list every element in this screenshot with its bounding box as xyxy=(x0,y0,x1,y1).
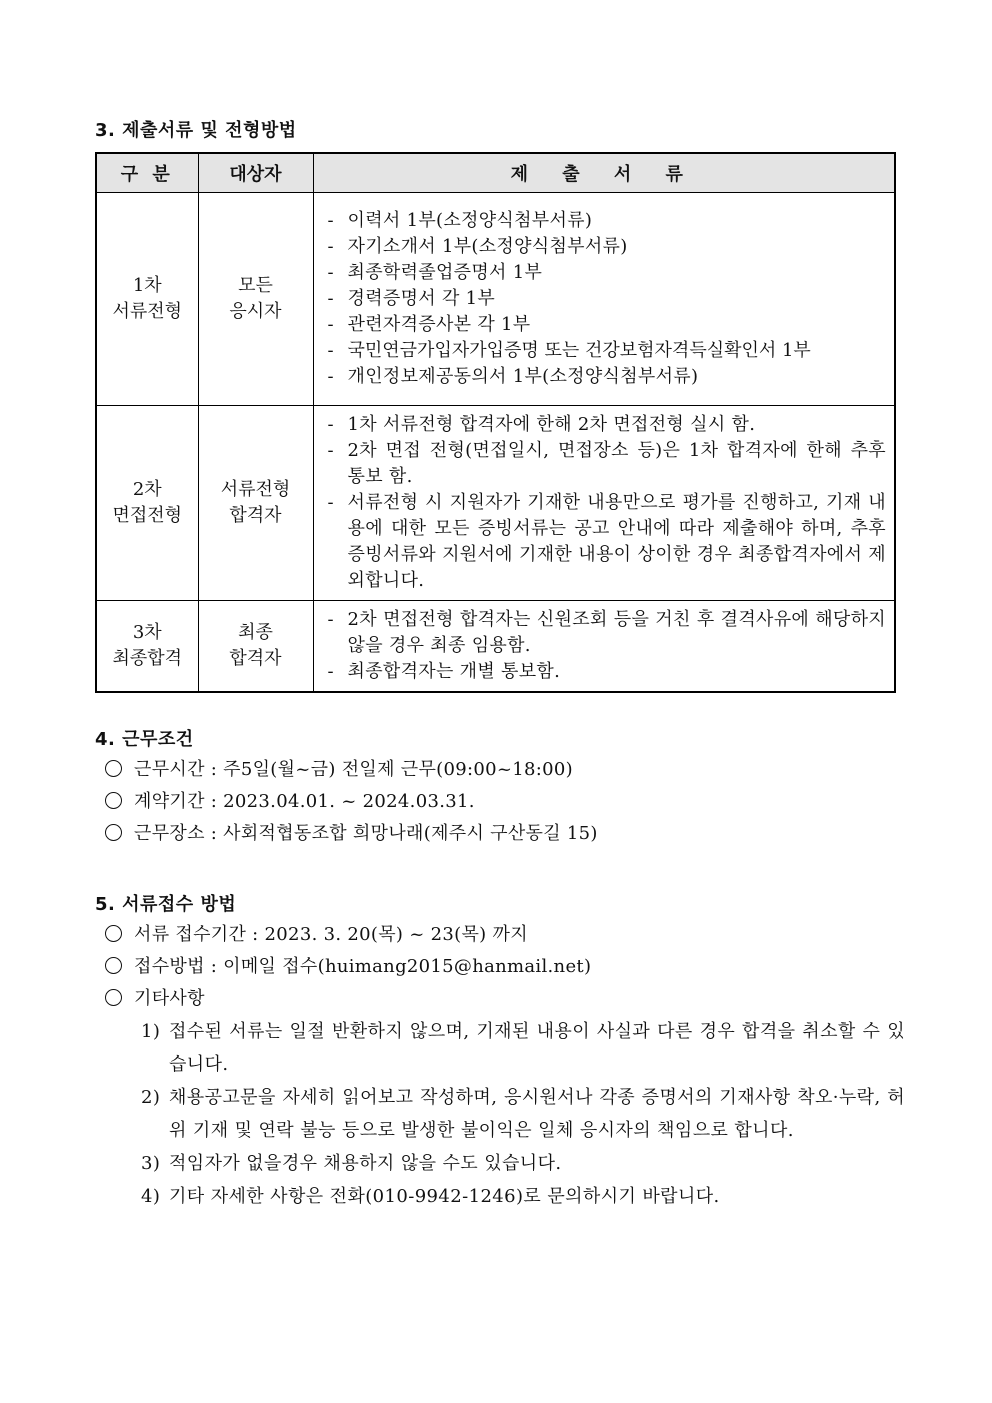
documents-cell xyxy=(313,601,895,693)
note-item xyxy=(119,1081,905,1147)
table-row xyxy=(96,193,895,406)
target-cell xyxy=(198,601,313,693)
section4-title: 4. 근무조건 xyxy=(95,729,194,750)
table-row xyxy=(96,406,895,601)
target-label: 모든 xyxy=(238,275,273,296)
note-text: 기타 자세한 사항은 전화(010-9942-1246)로 문의하시기 바랍니다. xyxy=(169,1186,720,1207)
list-item: - 자기소개서 1부(소정양식첨부서류) xyxy=(328,234,887,260)
circle-bullet-icon xyxy=(105,792,122,809)
list-item: - 서류전형 시 지원자가 기재한 내용만으로 평가를 진행하고, 기재 내용에 대한 모든 증빙서류는 공고 안내에 따라 제출해야 하며, 추후 증빙서류와 지원서에 기재한 내용이 상이한 경우 최종합격자에서 제외합니다. xyxy=(328,490,887,594)
list-item xyxy=(95,951,905,983)
list-item xyxy=(95,919,905,951)
documents-cell xyxy=(313,193,895,406)
note-text: 적임자가 없을경우 채용하지 않을 수도 있습니다. xyxy=(169,1153,562,1174)
stage-label: 면접전형 xyxy=(112,505,183,526)
note-item xyxy=(119,1147,905,1180)
circle-bullet-icon xyxy=(105,824,122,841)
documents-table xyxy=(95,152,896,693)
documents-list xyxy=(314,601,895,691)
stage-cell xyxy=(96,406,198,601)
header-target: 대상자 xyxy=(198,153,313,193)
list-item: - 1차 서류전형 합격자에 한해 2차 면접전형 실시 함. xyxy=(328,412,887,438)
work-conditions-list xyxy=(95,754,905,850)
note-text: 채용공고문을 자세히 읽어보고 작성하며, 응시원서나 각종 증명서의 기재사항 착오·누락, 허위 기재 및 연락 불능 등으로 발생한 불이익은 일체 응시자의 책임으로 합니다. xyxy=(169,1087,905,1141)
list-item: - 최종합격자는 개별 통보함. xyxy=(328,659,887,685)
note-number: 4) xyxy=(141,1186,161,1207)
list-item: - 최종학력졸업증명서 1부 xyxy=(328,260,887,286)
list-item: - 2차 면접전형 합격자는 신원조회 등을 거친 후 결격사유에 해당하지 않을 경우 최종 임용함. xyxy=(328,607,887,659)
item-text: 서류 접수기간 : 2023. 3. 20(목) ~ 23(목) 까지 xyxy=(134,924,528,945)
circle-bullet-icon xyxy=(105,760,122,777)
target-cell xyxy=(198,193,313,406)
target-label: 서류전형 xyxy=(220,479,291,500)
documents-list xyxy=(314,406,895,600)
list-item xyxy=(95,786,905,818)
target-cell xyxy=(198,406,313,601)
list-item: - 경력증명서 각 1부 xyxy=(328,286,887,312)
stage-label: 서류전형 xyxy=(112,301,183,322)
stage-label: 3차 xyxy=(132,622,162,643)
stage-cell xyxy=(96,193,198,406)
list-item: - 2차 면접 전형(면접일시, 면접장소 등)은 1차 합격자에 한해 추후 통보 함. xyxy=(328,438,887,490)
item-text: 근무장소 : 사회적협동조합 희망나래(제주시 구산동길 15) xyxy=(134,823,598,844)
item-text: 근무시간 : 주5일(월~금) 전일제 근무(09:00~18:00) xyxy=(134,759,573,780)
note-text: 접수된 서류는 일절 반환하지 않으며, 기재된 내용이 사실과 다른 경우 합격을 취소할 수 있습니다. xyxy=(169,1021,905,1075)
note-number: 3) xyxy=(141,1153,161,1174)
list-item: - 이력서 1부(소정양식첨부서류) xyxy=(328,208,887,234)
list-item xyxy=(95,754,905,786)
target-label: 최종 xyxy=(238,622,273,643)
header-category: 구 분 xyxy=(96,153,198,193)
section5-title: 5. 서류접수 방법 xyxy=(95,894,237,915)
stage-label: 1차 xyxy=(132,275,162,296)
stage-cell xyxy=(96,601,198,693)
circle-bullet-icon xyxy=(105,957,122,974)
item-text: 계약기간 : 2023.04.01. ~ 2024.03.31. xyxy=(134,791,475,812)
note-number: 1) xyxy=(141,1021,161,1042)
application-method-list xyxy=(95,919,905,1213)
documents-cell xyxy=(313,406,895,601)
list-item: - 국민연금가입자가입증명 또는 건강보험자격득실확인서 1부 xyxy=(328,338,887,364)
target-label: 응시자 xyxy=(229,301,282,322)
circle-bullet-icon xyxy=(105,989,122,1006)
header-documents: 제 출 서 류 xyxy=(313,153,895,193)
item-text: 기타사항 xyxy=(134,988,205,1009)
circle-bullet-icon xyxy=(105,925,122,942)
list-item xyxy=(95,818,905,850)
stage-label: 2차 xyxy=(132,479,162,500)
table-header-row xyxy=(96,153,895,193)
item-text: 접수방법 : 이메일 접수(huimang2015@hanmail.net) xyxy=(134,956,592,977)
note-number: 2) xyxy=(141,1087,161,1108)
list-item: - 개인정보제공동의서 1부(소정양식첨부서류) xyxy=(328,364,887,390)
note-item xyxy=(119,1180,905,1213)
target-label: 합격자 xyxy=(229,648,282,669)
stage-label: 최종합격 xyxy=(112,648,183,669)
list-item xyxy=(95,983,905,1015)
documents-list xyxy=(314,202,895,396)
note-item xyxy=(119,1015,905,1081)
list-item: - 관련자격증사본 각 1부 xyxy=(328,312,887,338)
table-row xyxy=(96,601,895,693)
target-label: 합격자 xyxy=(229,505,282,526)
section3-title: 3. 제출서류 및 전형방법 xyxy=(95,120,297,141)
